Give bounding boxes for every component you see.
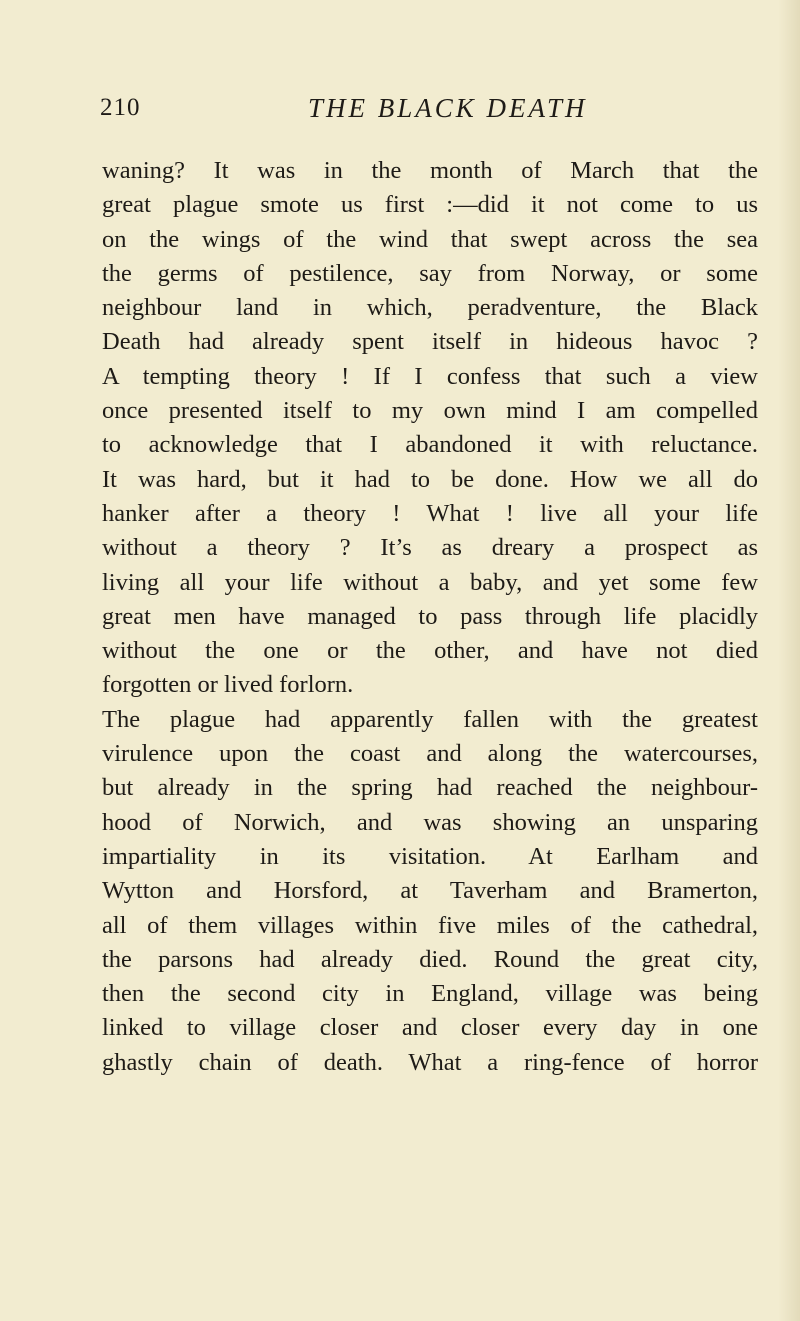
text-line: living all your life without a baby, and yet some few (102, 568, 758, 596)
text-line: without a theory ? It’s as dreary a prospect as (102, 534, 758, 562)
text-line: the germs of pestilence, say from Norway, or some (102, 259, 758, 287)
paragraph-last-line: forgotten or lived forlorn. (102, 671, 354, 699)
text-line: great plague smote us first :—did it not come to us (102, 191, 758, 219)
page-number: 210 (100, 94, 141, 121)
page-edge-shadow (778, 0, 800, 1321)
text-line: all of them villages within five miles of the cathedral, (102, 911, 758, 939)
text-line: once presented itself to my own mind I am compelled (102, 397, 758, 425)
paragraph-first-line: The plague had apparently fallen with the greatest (102, 705, 758, 733)
text-line: waning? It was in the month of March that the (102, 157, 758, 184)
body-text (102, 154, 758, 1080)
text-line: Wytton and Horsford, at Taverham and Bramerton, (102, 877, 758, 905)
text-line: the parsons had already died. Round the great city, (102, 945, 758, 973)
text-line: hanker after a theory ! What ! live all your life (102, 499, 758, 527)
text-line: neighbour land in which, peradventure, the Black (102, 294, 758, 322)
text-line: virulence upon the coast and along the watercourses, (102, 740, 758, 768)
text-line: to acknowledge that I abandoned it with reluctance. (102, 431, 758, 459)
text-line: hood of Norwich, and was showing an unsparing (102, 808, 758, 836)
text-line: linked to village closer and closer every day in one (102, 1014, 758, 1042)
text-line: ghastly chain of death. What a ring-fence of horror (102, 1048, 758, 1076)
text-line: on the wings of the wind that swept across the sea (102, 225, 758, 253)
text-line: great men have managed to pass through life placidly (102, 602, 758, 630)
text-line: impartiality in its visitation. At Earlham and (102, 842, 758, 870)
text-line: It was hard, but it had to be done. How we all do (102, 465, 758, 493)
text-line: then the second city in England, village was being (102, 980, 758, 1008)
running-head (100, 88, 760, 128)
running-title: THE BLACK DEATH (308, 93, 588, 123)
text-line: without the one or the other, and have not died (102, 637, 758, 665)
text-line: Death had already spent itself in hideous havoc ? (102, 328, 758, 356)
text-line: A tempting theory ! If I confess that such a view (102, 362, 758, 390)
text-line: but already in the spring had reached the neighbour- (102, 774, 758, 802)
